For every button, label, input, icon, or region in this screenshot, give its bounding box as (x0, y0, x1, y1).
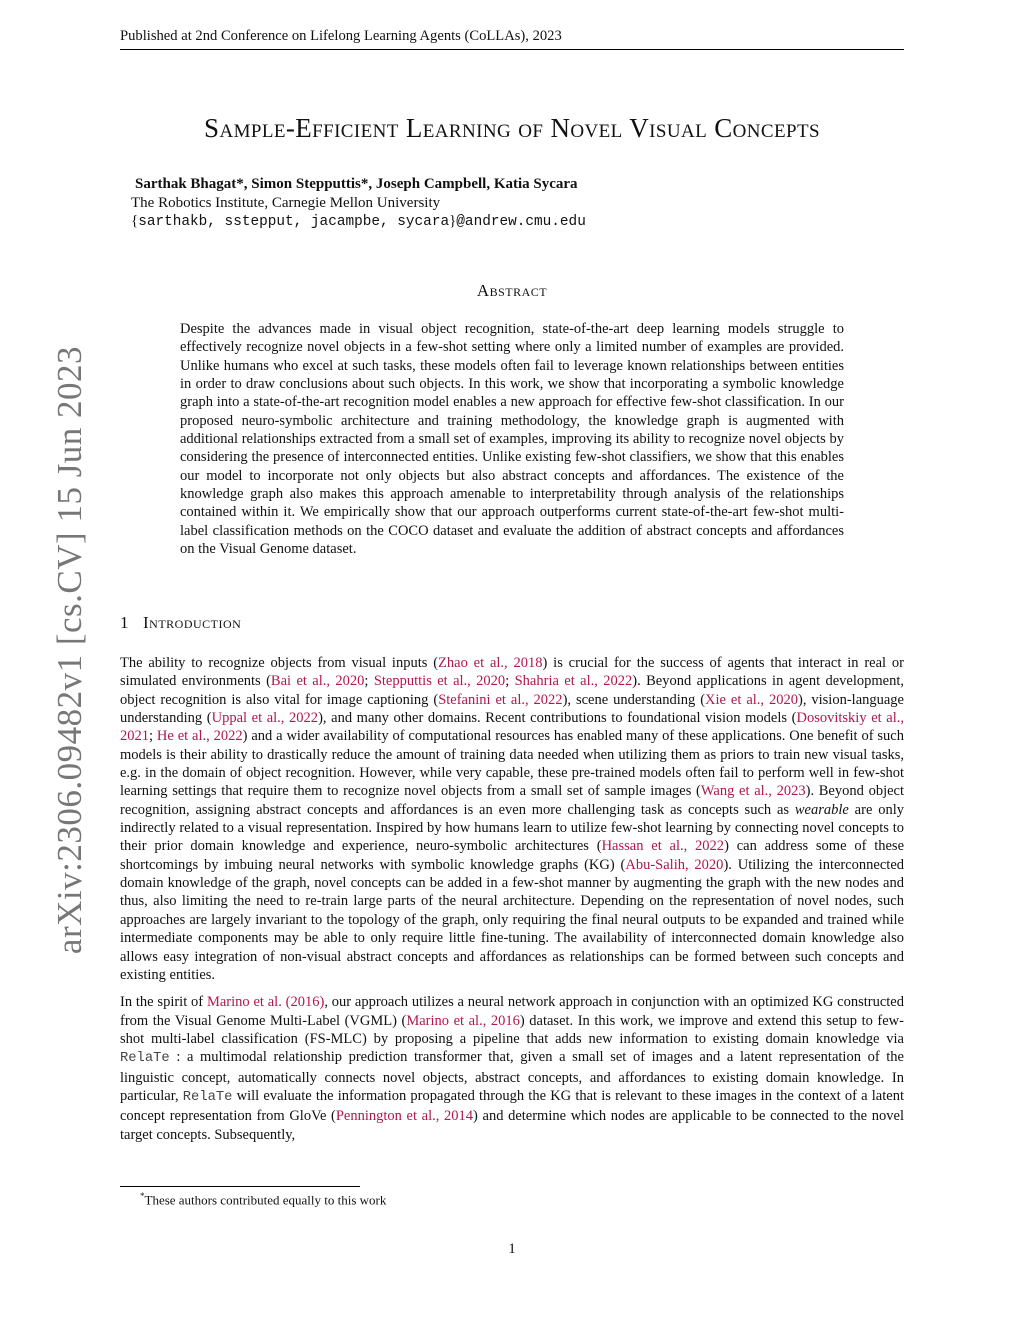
citation-link[interactable]: Marino et al. (2016) (206, 994, 325, 1011)
arxiv-stamp: arXiv:2306.09482v1 [cs.CV] 15 Jun 2023 (50, 345, 89, 955)
citation-link[interactable]: Zhao et al., 2018 (438, 655, 543, 671)
email-open-brace: { (131, 213, 139, 229)
citation-link[interactable]: Abu-Salih, 2020 (625, 856, 724, 873)
model-name-relate: RelaTe (182, 1089, 233, 1105)
emphasis: wearable (794, 801, 849, 818)
email-close-brace: } (449, 213, 457, 229)
text-run: ), scene understanding ( (562, 691, 706, 708)
text-run: ; (149, 728, 157, 745)
text-run: ). Beyond applications in agent development, object recognition is also vital for image captioning ( (120, 673, 905, 708)
citation-link[interactable]: Dosovitskiy et al., 2021 (120, 710, 904, 745)
text-run: ) dataset. In this work, we improve and extend this setup to few-shot multi-label classification (FS-MLC) by proposing a pipeline that adds new information to existing domain knowledge via (120, 1012, 904, 1047)
citation-link[interactable]: Marino et al., 2016 (406, 1012, 520, 1029)
abstract-body: Despite the advances made in visual object recognition, state-of-the-art deep learning models struggle to effectively recognize novel objects in a few-shot setting where only a limited number of examples are provided. Unlike humans who excel at such tasks, these models often fail to leverage known relationships between entities in order to draw conclusions about such objects. In this work, we show that incorporating a symbolic knowledge graph into a state-of-the-art recognition model enables a new approach for effective few-shot classification. In our proposed neuro-symbolic architecture and training methodology, the knowledge graph is augmented with additional relationships extracted from a small set of examples, improving its ability to recognize novel objects by considering the presence of interconnected entities. Unlike existing few-shot classifiers, we show that this enables our model to incorporate not only objects but also abstract concepts and affordances. The existence of the knowledge graph also makes this approach amenable to interpretability through analysis of the relationships contained within it. We empirically show that our approach outperforms current state-of-the-art few-shot multi-label classification methods on the COCO dataset and evaluate the addition of abstract concepts and affordances on the Visual Genome dataset. (180, 321, 844, 558)
intro-paragraph-1 (120, 654, 904, 984)
citation-link[interactable]: Bai et al., 2020 (270, 673, 365, 690)
footnote (140, 1191, 386, 1208)
text-run: : a multimodal relationship prediction transformer that, given a small set of images and a latent representation of the linguistic concept, automatically connects novel objects, abstract concepts, and affordances to existing domain knowledge. In particular, (120, 1049, 904, 1104)
citation-link[interactable]: Wang et al., 2023 (700, 783, 806, 800)
email-domain: @andrew.cmu.edu (456, 214, 586, 230)
section-title: Introduction (143, 613, 242, 632)
section-heading (120, 613, 241, 633)
email-handles: sarthakb, sstepput, jacampbe, sycara (138, 214, 450, 230)
text-run: will evaluate the information propagated through the KG that is relevant to these images in the context of a latent concept representation from GloVe ( (120, 1087, 904, 1125)
text-run: ) and determine which nodes are applicable to be connected to the novel target concepts. Subsequently, (120, 1108, 904, 1143)
abstract-heading: Abstract (476, 281, 548, 300)
running-head: Published at 2nd Conference on Lifelong Learning Agents (CoLLAs), 2023 (120, 28, 904, 50)
citation-link[interactable]: Uppal et al., 2022 (211, 710, 319, 727)
footnote-mark: * (140, 1191, 145, 1201)
text-run: are only indirectly related to a visual representation. Inspired by how humans learn to utilize few-shot learning by connecting novel concepts to their prior domain knowledge and experience, neuro-symbolic architectures ( (120, 801, 904, 855)
citation-link[interactable]: Hassan et al., 2022 (601, 838, 725, 855)
text-run: ; (505, 673, 515, 690)
affiliation (131, 195, 440, 212)
text-run: ), and many other domains. Recent contributions to foundational vision models ( (318, 710, 797, 727)
text-run: ) and a wider availability of computational resources has enabled many of these applications. One benefit of such models is their ability to drastically reduce the amount of training data needed when utilizing them as priors to train new visual tasks, e.g. in the domain of object recognition. However, while very capable, these pre-trained models often fail to perform well in few-shot learning settings that require them to recognize novel objects from a small set of sample images ( (120, 728, 904, 800)
paper-title: Sample-Efficient Learning of Novel Visual Concepts (204, 113, 820, 143)
text-run: In the spirit of (120, 994, 207, 1011)
text-run: ). Beyond object recognition, assigning abstract concepts and affordances is an even more challenging task as concepts such as (120, 783, 904, 818)
author-emails (131, 213, 586, 230)
citation-link[interactable]: He et al., 2022 (156, 728, 243, 745)
intro-paragraph-2 (120, 993, 904, 1144)
affiliation-line: The Robotics Institute, Carnegie Mellon University (131, 195, 441, 211)
text-run: ) is crucial for the success of agents that interact in real or simulated environments ( (120, 655, 904, 690)
citation-link[interactable]: Stepputtis et al., 2020 (373, 673, 506, 690)
citation-link[interactable]: Stefanini et al., 2022 (438, 691, 563, 708)
model-name-relate: RelaTe (120, 1051, 170, 1067)
text-run: ) can address some of these shortcomings by imbuing neural networks with symbolic knowledge graphs (KG) ( (120, 838, 905, 873)
text-run: , our approach utilizes a neural network approach in conjunction with an optimized KG constructed from the Visual Genome Multi-Label (VGML) ( (120, 994, 904, 1029)
page-number: 1 (508, 1241, 516, 1257)
author-list: Sarthak Bhagat*, Simon Stepputtis*, Joseph Campbell, Katia Sycara (135, 176, 578, 192)
text-run: ). Utilizing the interconnected domain knowledge of the graph, novel concepts can be added in a few-shot manner by augmenting the graph with the new nodes and thus, also limiting the need to re-train large parts of the neural architecture. Depending on the representation of novel nodes, such approaches are largely invariant to the topology of the graph, only requiring the final neural outputs to be expanded and trained while intermediate components may be able to only require little fine-tuning. The availability of interconnected domain knowledge also allows easy integration of non-visual abstract concepts and affordances as relationships can be formed between such concepts and existing entities. (120, 856, 905, 983)
text-run: ; (364, 673, 374, 690)
citation-link[interactable]: Shahria et al., 2022 (514, 673, 633, 690)
citation-link[interactable]: Xie et al., 2020 (705, 691, 798, 708)
introduction-body (120, 654, 904, 1153)
section-number: 1 (120, 613, 129, 632)
text-run: ), vision-language understanding ( (120, 691, 904, 727)
footnote-rule (120, 1186, 360, 1187)
citation-link[interactable]: Pennington et al., 2014 (335, 1108, 474, 1125)
text-run: The ability to recognize objects from visual inputs ( (120, 655, 439, 671)
footnote-text: These authors contributed equally to this work (144, 1192, 387, 1208)
